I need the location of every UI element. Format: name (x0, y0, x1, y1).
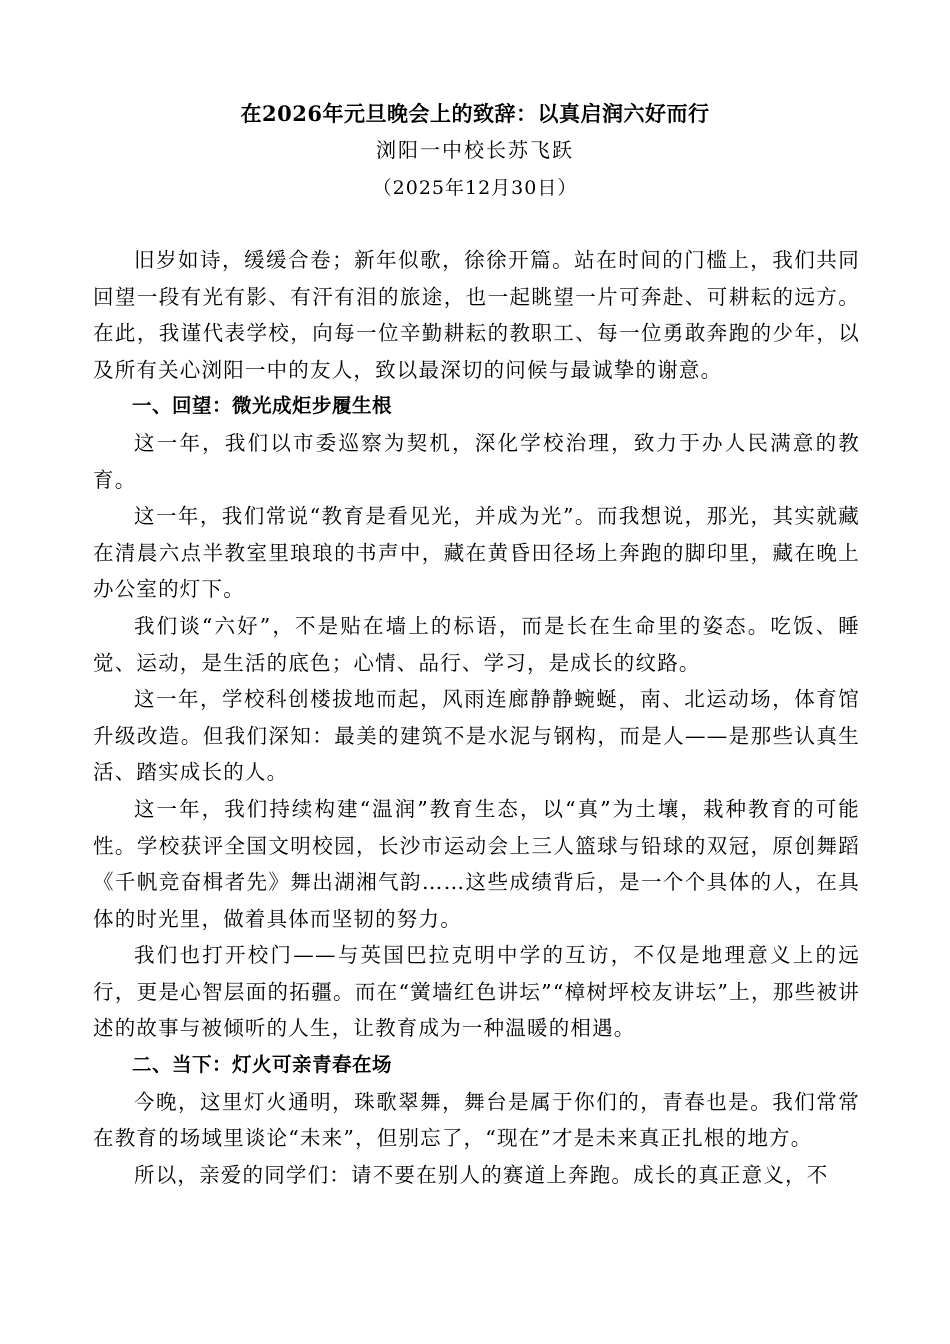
paragraph: 这一年，我们持续构建“温润”教育生态，以“真”为土壤，栽种教育的可能性。学校获评全国文明校园，长沙市运动会上三人篮球与铅球的双冠，原创舞蹈《千帆竞奋楫者先》舞出湖湘气韵……这些成绩背后，是一个个具体的人，在具体的时光里，做着具体而坚韧的努力。 (93, 796, 860, 931)
section-heading-2: 二、当下：灯火可亲青春在场 (132, 1053, 393, 1077)
paragraph: 今晚，这里灯火通明，珠歌翠舞，舞台是属于你们的，青春也是。我们常常在教育的场域里谈论“未来”，但别忘了，“现在”才是未来真正扎根的地方。 (93, 1089, 860, 1151)
document-date: （2025年12月30日） (372, 177, 578, 199)
paragraph: 这一年，学校科创楼拔地而起，风雨连廊静静蜿蜒，南、北运动场，体育馆升级改造。但我们深知：最美的建筑不是水泥与钢构，而是人——是那些认真生活、踏实成长的人。 (93, 687, 860, 785)
paragraph: 我们谈“六好”，不是贴在墙上的标语，而是长在生命里的姿态。吃饭、睡觉、运动，是生活的底色；心情、品行、学习，是成长的纹路。 (93, 613, 860, 675)
paragraph: 这一年，我们常说“教育是看见光，并成为光”。而我想说，那光，其实就藏在清晨六点半教室里琅琅的书声中，藏在黄昏田径场上奔跑的脚印里，藏在晚上办公室的灯下。 (93, 504, 860, 602)
paragraph-opening: 旧岁如诗，缓缓合卷；新年似歌，徐徐开篇。站在时间的门槛上，我们共同回望一段有光有影、有汗有泪的旅途，也一起眺望一片可奔赴、可耕耘的远方。在此，我谨代表学校，向每一位辛勤耕耘的教职工、每一位勇敢奔跑的少年，以及所有关心浏阳一中的友人，致以最深切的问候与最诚挚的谢意。 (93, 248, 860, 382)
section-heading-1: 一、回望：微光成炬步履生根 (132, 394, 393, 418)
paragraph: 所以，亲爱的同学们：请不要在别人的赛道上奔跑。成长的真正意义，不 (134, 1162, 829, 1187)
paragraph: 我们也打开校门——与英国巴拉克明中学的互访，不仅是地理意义上的远行，更是心智层面的拓疆。而在“黉墙红色讲坛”“樟树坪校友讲坛”上，那些被讲述的故事与被倾听的人生，让教育成为一种温暖的相遇。 (93, 943, 860, 1041)
document-body (93, 242, 860, 1193)
paragraph: 这一年，我们以市委巡察为契机，深化学校治理，致力于办人民满意的教育。 (93, 430, 860, 492)
document-title: 在2026年元旦晚会上的致辞：以真启润六好而行 (240, 101, 710, 126)
document-author: 浏阳一中校长苏飞跃 (376, 138, 574, 162)
